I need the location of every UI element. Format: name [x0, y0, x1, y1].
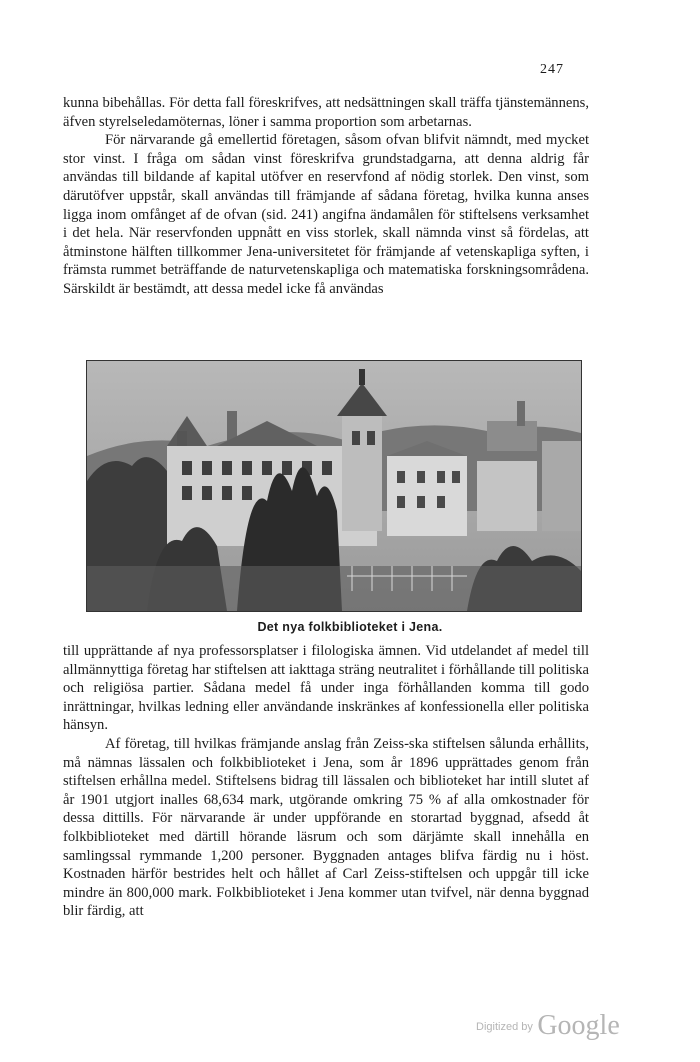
- paragraph: För närvarande gå emellertid företagen, såsom ofvan blifvit nämndt, med mycket stor vinst. I fråga om sådan vinst föreskrifva grundstadgarna, att denna aldrig får användas till bildande af kapital utöfver en reservfond af nödig storlek. Den vinst, som därutöfver uppstår, skall användas till främjande af sådana företag, hvilka kunna anses ligga inom omfånget af de ofvan (sid. 241) angifna ändamålen för stiftelsens verksamhet i det hela. När reservfonden uppnått en viss storlek, skall nämnda vinst så fördelas, att åtminstone hälften tillkommer Jena-universitetet för främjande af vetenskapliga syften, i främsta rummet beträffande de naturvetenskapliga och matematiska forskningsområdena. Särskildt är bestämdt, att dessa medel icke få användas: [63, 132, 589, 297]
- figure-caption: Det nya folkbiblioteket i Jena.: [257, 620, 443, 634]
- google-logo: Google: [537, 1010, 620, 1041]
- text-block-top: [63, 94, 589, 299]
- watermark-prefix: Digitized by: [476, 1021, 533, 1033]
- digitized-by-google-watermark: [476, 1010, 620, 1042]
- library-photo: [86, 360, 582, 612]
- library-building-illustration: [87, 361, 581, 611]
- paragraph: till upprättande af nya professorsplatser i filologiska ämnen. Vid utdelandet af medel till allmännyttiga företag har stiftelsen att iakttaga sträng neutralitet i förhållande till politiska och religiösa partier. Sådana medel få under inga förhållanden komma till godo inrättningar, hvilkas ledning eller användande inskränkes af konfessionella eller politiska hänsyn.: [63, 643, 589, 734]
- text-block-bottom: [63, 642, 589, 921]
- page-number: 247: [540, 62, 564, 77]
- paragraph: kunna bibehållas. För detta fall föreskrifves, att nedsättningen skall träffa tjänstemännens, äfven styrelseledamöternas, löner i samma proportion som arbetarnas.: [63, 95, 589, 130]
- paragraph: Af företag, till hvilkas främjande anslag från Zeiss-ska stiftelsen sålunda erhållits, må nämnas lässalen och folkbiblioteket i Jena, som år 1896 upprättades genom från stiftelsen erhållna medel. Stiftelsens bidrag till lässalen och biblioteket har intill slutet af år 1901 utgjort inalles 68,634 mark, utgörande omkring 75 % af alla omkostnader för dessa dittills. För närvarande är under uppförande en storartad byggnad, afsedd åt folkbiblioteket med därtill hörande läsrum och som därjämte skall innehålla en samlingssal rymmande 1,200 personer. Byggnaden antages blifva färdig nu i höst. Kostnaden härför bestrides helt och hållet af Carl Zeiss-stiftelsen och uppgår till icke mindre än 800,000 mark. Folkbiblioteket i Jena kommer utan tvifvel, när denna byggnad blir färdig, att: [63, 735, 589, 920]
